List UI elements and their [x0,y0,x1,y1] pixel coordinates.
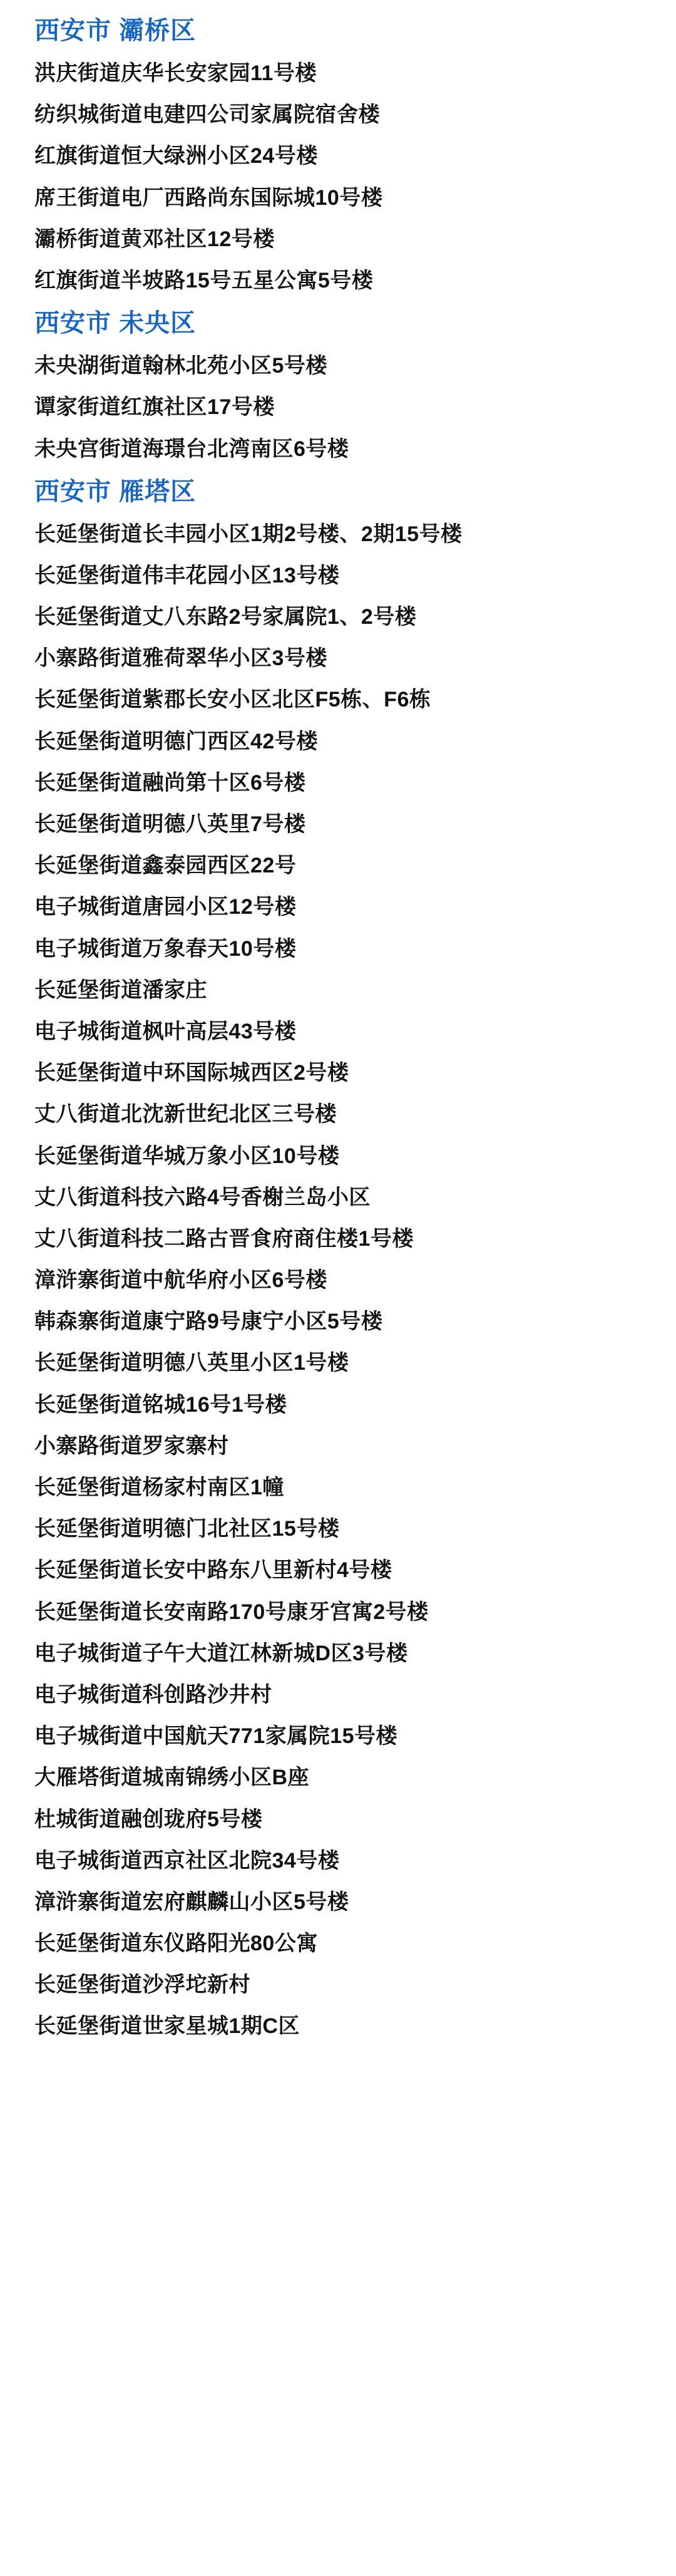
address-list-item: 红旗街道恒大绿洲小区24号楼 [34,144,318,168]
sections-container [0,9,676,2047]
address-list-item: 漳浒寨街道中航华府小区6号楼 [34,1268,327,1293]
address-list-item: 纺织城街道电建四公司家属院宿舍楼 [34,103,380,127]
address-list-item: 长延堡街道明德八英里7号楼 [34,812,306,836]
district-section [0,470,676,2047]
address-list-item: 韩森寨街道康宁路9号康宁小区5号楼 [34,1310,383,1334]
address-list-item: 长延堡街道紫郡长安小区北区F5栋、F6栋 [34,688,431,712]
address-list-item: 长延堡街道沙浮坨新村 [34,1973,250,1997]
district-section [0,9,676,301]
address-list-item: 长延堡街道鑫泰园西区22号 [34,854,297,878]
address-list-item: 电子城街道中国航天771家属院15号楼 [34,1724,398,1749]
address-list-item: 灞桥街道黄邓社区12号楼 [34,227,275,251]
address-list-item: 谭家街道红旗社区17号楼 [34,395,275,420]
address-list-item: 洪庆街道庆华长安家园11号楼 [34,61,317,85]
address-list-item: 长延堡街道潘家庄 [34,978,207,1002]
address-list-item: 丈八街道科技六路4号香榭兰岛小区 [34,1185,371,1209]
district-section [0,301,676,470]
address-list-item: 长延堡街道长安南路170号康牙宫寓2号楼 [34,1600,429,1624]
address-list-item: 未央湖街道翰林北苑小区5号楼 [34,354,327,378]
address-list-item: 长延堡街道杨家村南区1幢 [34,1476,284,1499]
address-list-item: 电子城街道枫叶高层43号楼 [34,1019,297,1043]
address-list-item: 漳浒寨街道宏府麒麟山小区5号楼 [34,1890,349,1914]
address-list-item: 电子城街道子午大道江林新城D区3号楼 [34,1641,408,1665]
district-title: 西安市 雁塔区 [34,477,197,505]
address-list-item: 大雁塔街道城南锦绣小区B座 [34,1766,310,1790]
address-list-item: 丈八街道科技二路古晋食府商住楼1号楼 [34,1226,414,1251]
district-title: 西安市 灞桥区 [34,17,197,44]
address-list-item: 丈八街道北沈新世纪北区三号楼 [34,1102,337,1127]
address-list-item: 长延堡街道明德八英里小区1号楼 [34,1351,349,1375]
address-list-item: 长延堡街道长安中路东八里新村4号楼 [34,1558,392,1583]
address-list-item: 杜城街道融创珑府5号楼 [34,1807,263,1831]
address-list-item: 长延堡街道伟丰花园小区13号楼 [34,563,340,587]
address-list-item: 长延堡街道明德门北社区15号楼 [34,1517,340,1541]
address-list-item: 电子城街道西京社区北院34号楼 [34,1848,340,1873]
address-list-item: 长延堡街道长丰园小区1期2号楼、2期15号楼 [34,522,463,546]
address-list-item: 电子城街道科创路沙井村 [34,1682,272,1707]
address-list-item: 小寨路街道罗家寨村 [34,1434,229,1458]
address-list-item: 电子城街道万象春天10号楼 [34,936,297,961]
address-list-item: 红旗街道半坡路15号五星公寓5号楼 [34,268,374,292]
address-list-item: 小寨路街道雅荷翠华小区3号楼 [34,646,327,671]
address-list-item: 未央宫街道海璟台北湾南区6号楼 [34,437,349,461]
address-list-item: 席王街道电厂西路尚东国际城10号楼 [34,185,383,210]
address-list-item: 长延堡街道华城万象小区10号楼 [34,1144,340,1168]
address-list-item: 长延堡街道明德门西区42号楼 [34,729,318,753]
address-list-item: 长延堡街道融尚第十区6号楼 [34,770,306,795]
address-list-item: 电子城街道唐园小区12号楼 [34,895,297,919]
address-list-item: 长延堡街道丈八东路2号家属院1、2号楼 [34,605,417,629]
district-title: 西安市 未央区 [34,309,197,338]
address-list-item: 长延堡街道世家星城1期C区 [34,2014,300,2039]
address-list-item: 长延堡街道东仪路阳光80公寓 [34,1932,318,1956]
address-list-item: 长延堡街道铭城16号1号楼 [34,1392,287,1417]
address-list-item: 长延堡街道中环国际城西区2号楼 [34,1061,349,1085]
